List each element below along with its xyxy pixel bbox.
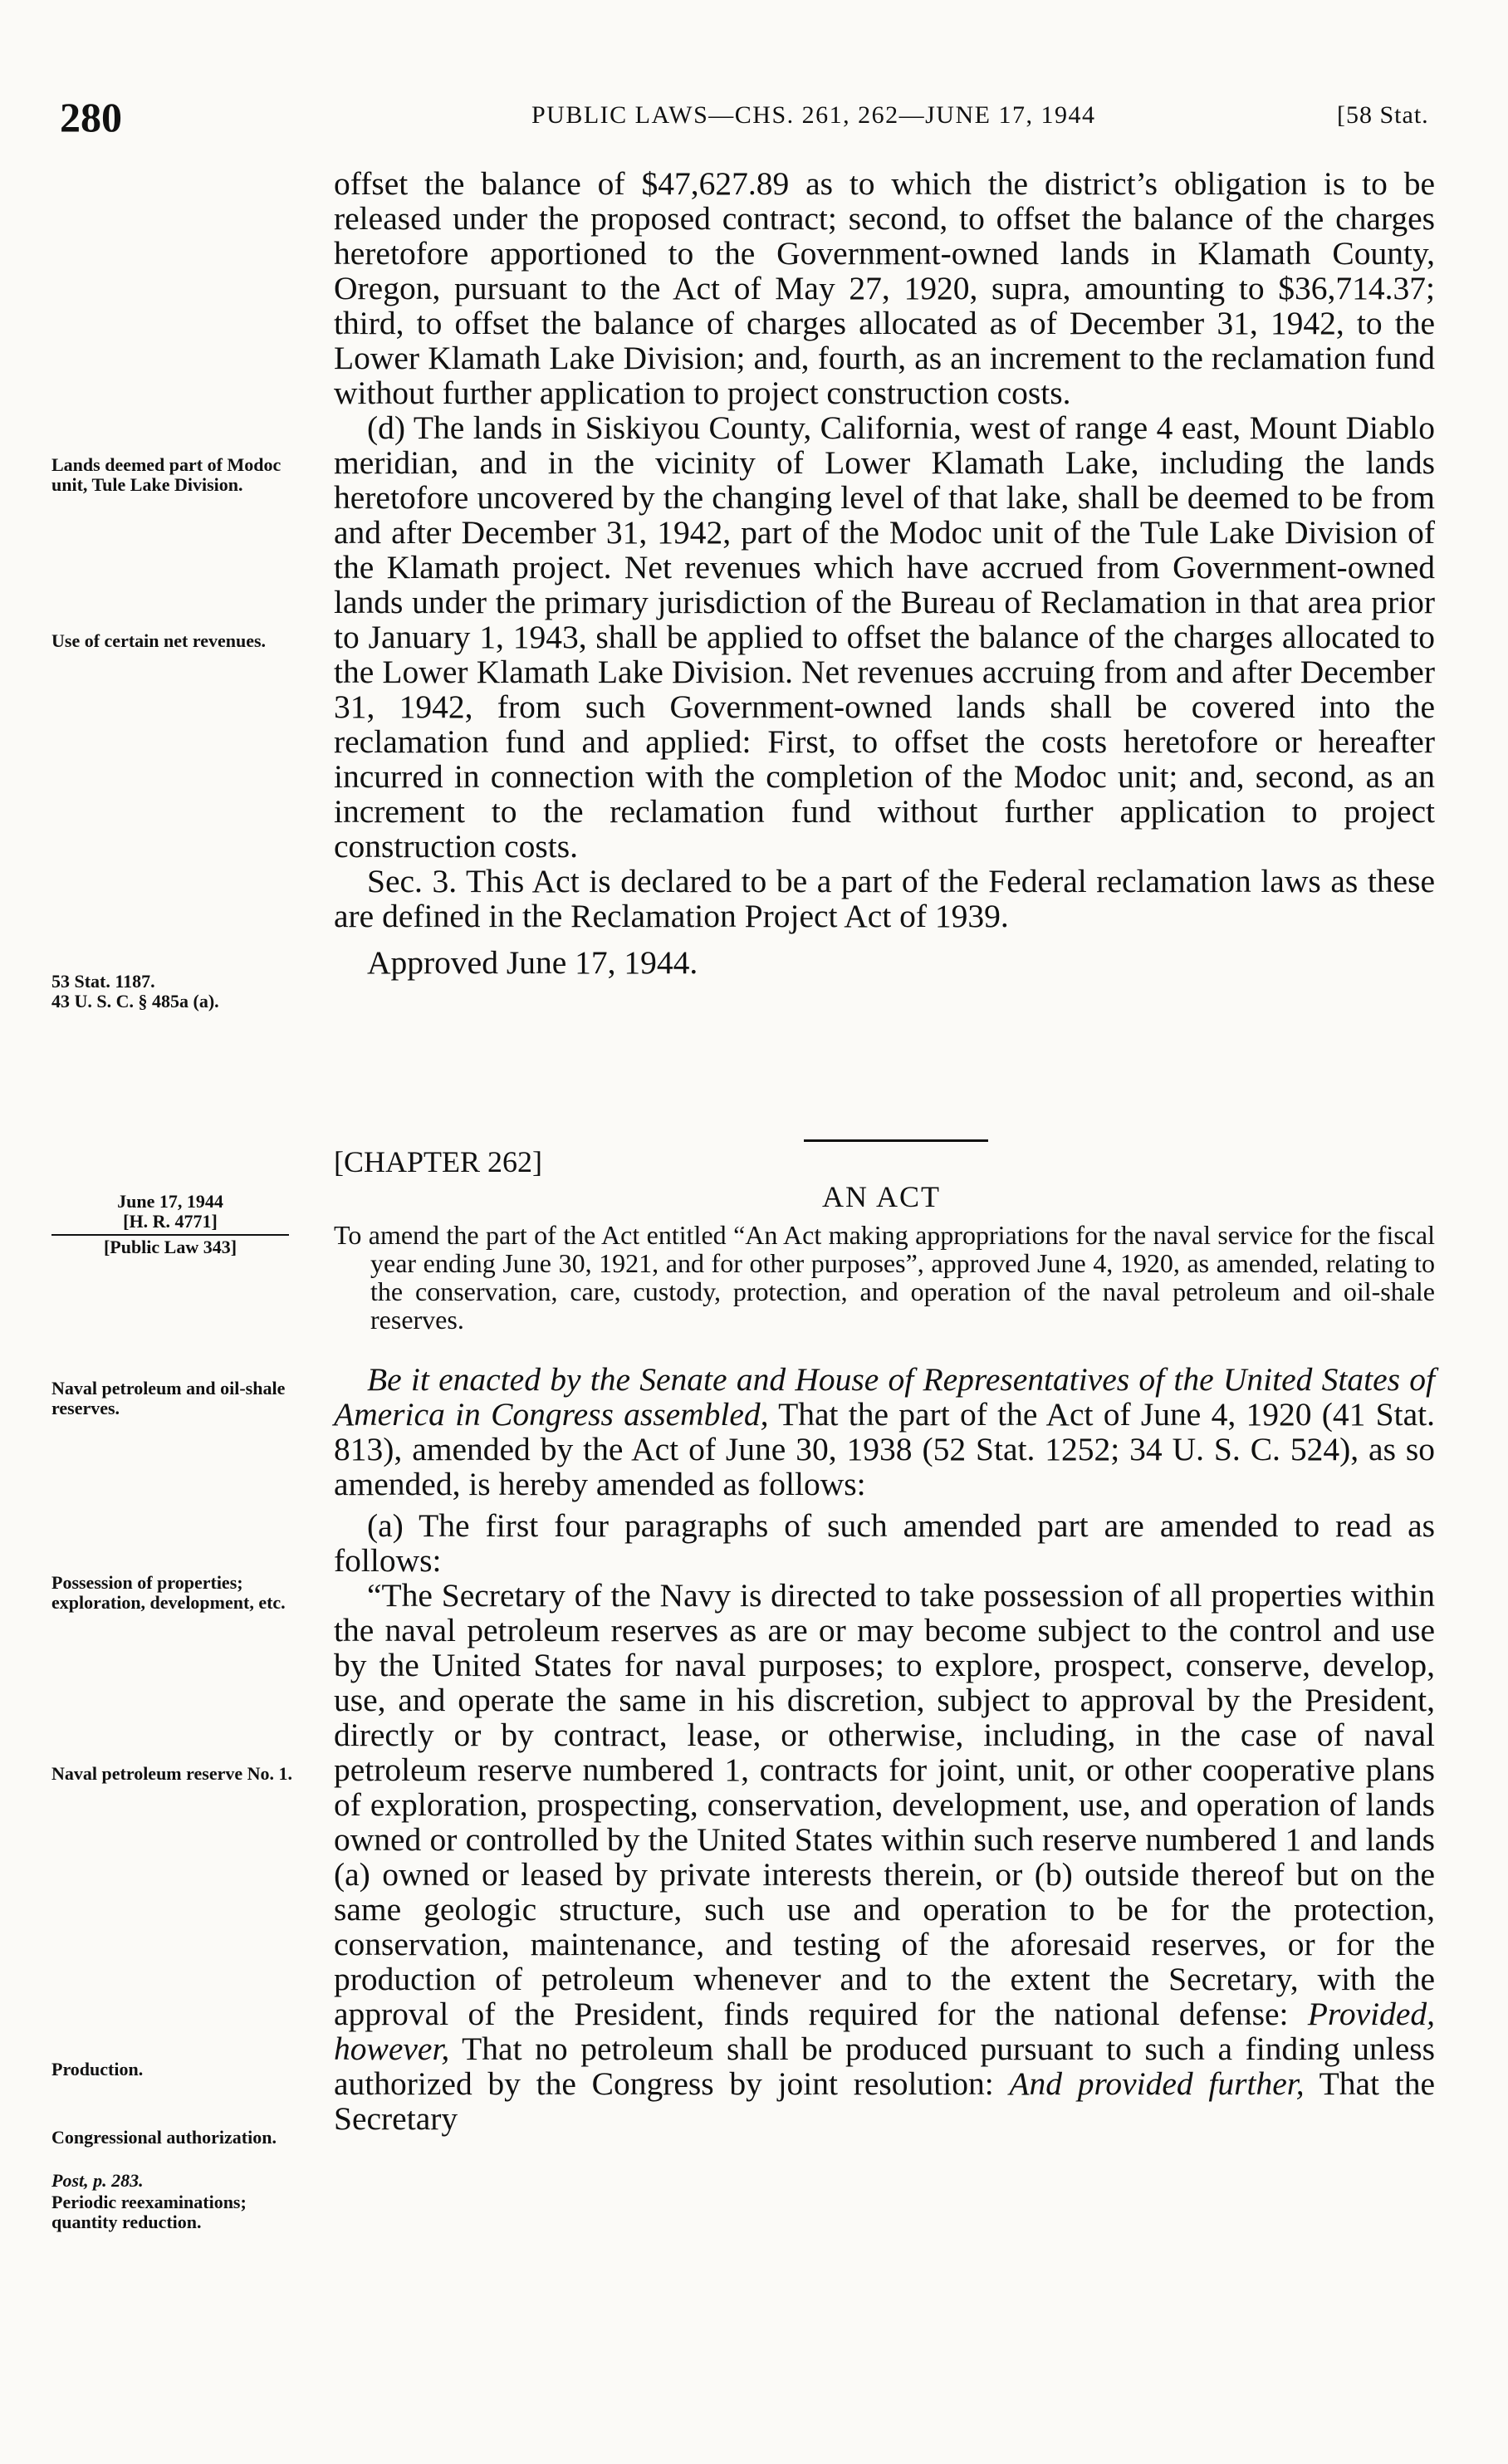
paragraph-d: (d) The lands in Siskiyou County, California, west of range 4 east, Mount Diablo meridian, and in the vicinity of Lower Klamath Lake, including the lands heretofore uncovered by the changing level of that lake, shall be deemed to be from and after December 31, 1942, part of the Modoc unit of the Tule Lake Division of the Klamath project. Net revenues which have accrued from Government-owned lands under the primary jurisdiction of the Bureau of Reclamation in that area prior to January 1, 1943, shall be applied to offset the balance of the charges allocated to the Lower Klamath Lake Division. Net revenues accruing from and after December 31, 1942, from such Government-owned lands shall be covered into the reclamation fund and applied: First, to offset the costs heretofore or hereafter incurred in connection with the completion of the Modoc unit; and, second, as an increment to the reclamation fund without further application to project construction costs.	[334, 409, 1435, 865]
chapter-261-text	[334, 166, 1435, 980]
bill-number: [H. R. 4771]	[123, 1211, 218, 1232]
date-block-rule	[51, 1234, 289, 1236]
margin-note-post-ref: Post, p. 283.	[51, 2170, 144, 2191]
approval-line: Approved June 17, 1944.	[367, 944, 698, 981]
act-purpose	[334, 1221, 1435, 1334]
chapter-262-date-block	[51, 1192, 289, 1257]
enacting-clause	[334, 1362, 1435, 1501]
margin-note-possession: Possession of properties; exploration, development, etc.	[51, 1572, 286, 1613]
chapter-262-label: [CHAPTER 262]	[334, 1145, 542, 1178]
volume-reference: [58 Stat.	[1337, 101, 1429, 129]
margin-note-stat-ref-2: 43 U. S. C. § 485a (a).	[51, 991, 219, 1012]
margin-note-congressional: Congressional authorization.	[51, 2127, 277, 2148]
provided-however: Provided, however,	[334, 1996, 1435, 2067]
chapter-divider-rule	[804, 1139, 988, 1142]
paragraph-a: (a) The first four paragraphs of such amended part are amended to read as follows:	[334, 1507, 1435, 1579]
margin-note-naval-reserves: Naval petroleum and oil-shale reserves.	[51, 1378, 286, 1418]
enacting-formula: Be it enacted by the Senate and House of Representatives of the United States of America in Congress assembled,	[334, 1361, 1435, 1433]
purpose-text: To amend the part of the Act entitled “An Act making appropriations for the naval service for the fiscal year ending June 30, 1921, and for other purposes”, approved June 4, 1920, as amended, relating to the conservation, care, custody, protection, and operation of the naval petroleum and oil-shale reserves.	[334, 1220, 1435, 1335]
provided-further: And provided further,	[1009, 2065, 1305, 2102]
margin-note-production: Production.	[51, 2059, 144, 2079]
public-law-number: [Public Law 343]	[103, 1237, 237, 1257]
quoted-amendment	[334, 1578, 1435, 2136]
margin-note-stat-ref-1: 53 Stat. 1187.	[51, 971, 155, 992]
quoted-end-text: That the Secretary	[334, 2065, 1435, 2137]
quoted-mid-text: That no petroleum shall be produced pursuant to such a finding unless authorized by the Congress by joint resolution:	[334, 2030, 1435, 2102]
running-head: PUBLIC LAWS—CHS. 261, 262—JUNE 17, 1944	[531, 101, 1096, 129]
margin-note-net-revenues: Use of certain net revenues.	[51, 630, 267, 651]
margin-note-periodic: Periodic reexaminations; quantity reduction.	[51, 2192, 247, 2232]
approval-date: June 17, 1944	[117, 1191, 223, 1212]
paragraph-c-end: offset the balance of $47,627.89 as to which the district’s obligation is to be released under the proposed contract; second, to offset the balance of the charges heretofore apportioned to the Government-owned lands in Klamath County, Oregon, pursuant to the Act of May 27, 1920, supra, amounting to $36,714.37; third, to offset the balance of charges allocated as of December 31, 1942, to the Lower Klamath Lake Division; and, fourth, as an increment to the reclamation fund without further application to project construction costs.	[334, 165, 1435, 411]
page-number: 280	[60, 94, 122, 140]
margin-note-reserve-no-1: Naval petroleum reserve No. 1.	[51, 1763, 293, 1784]
margin-note-lands-deemed: Lands deemed part of Modoc unit, Tule Lake Division.	[51, 454, 282, 495]
an-act-heading: AN ACT	[822, 1180, 942, 1213]
quoted-main-text: “The Secretary of the Navy is directed to take possession of all properties within the naval petroleum reserves as are or may become subject to the control and use by the United States for naval purposes; to explore, prospect, conserve, develop, use, and operate the same in his discretion, subject to approval by the President, directly or by contract, lease, or otherwise, including, in the case of naval petroleum reserve numbered 1, contracts for joint, unit, or other cooperative plans of exploration, prospecting, conservation, development, use, and operation of lands owned or controlled by the United States within such reserve numbered 1 and lands (a) owned or leased by private interests therein, or (b) outside thereof but on the same geologic structure, such use and operation to be for the protection, conservation, maintenance, and testing of the aforesaid reserves, or for the production of petroleum whenever and to the extent the Secretary, with the approval of the President, finds required for the national defense:	[334, 1577, 1435, 2032]
section-3: Sec. 3. This Act is declared to be a part of the Federal reclamation laws as these are defined in the Reclamation Project Act of 1939.	[334, 863, 1435, 934]
enacting-text: That the part of the Act of June 4, 1920 (41 Stat. 813), amended by the Act of June 30, 1938 (52 Stat. 1252; 34 U. S. C. 524), as so amended, is hereby amended as follows:	[334, 1396, 1435, 1502]
chapter-262-text	[334, 1362, 1435, 2136]
